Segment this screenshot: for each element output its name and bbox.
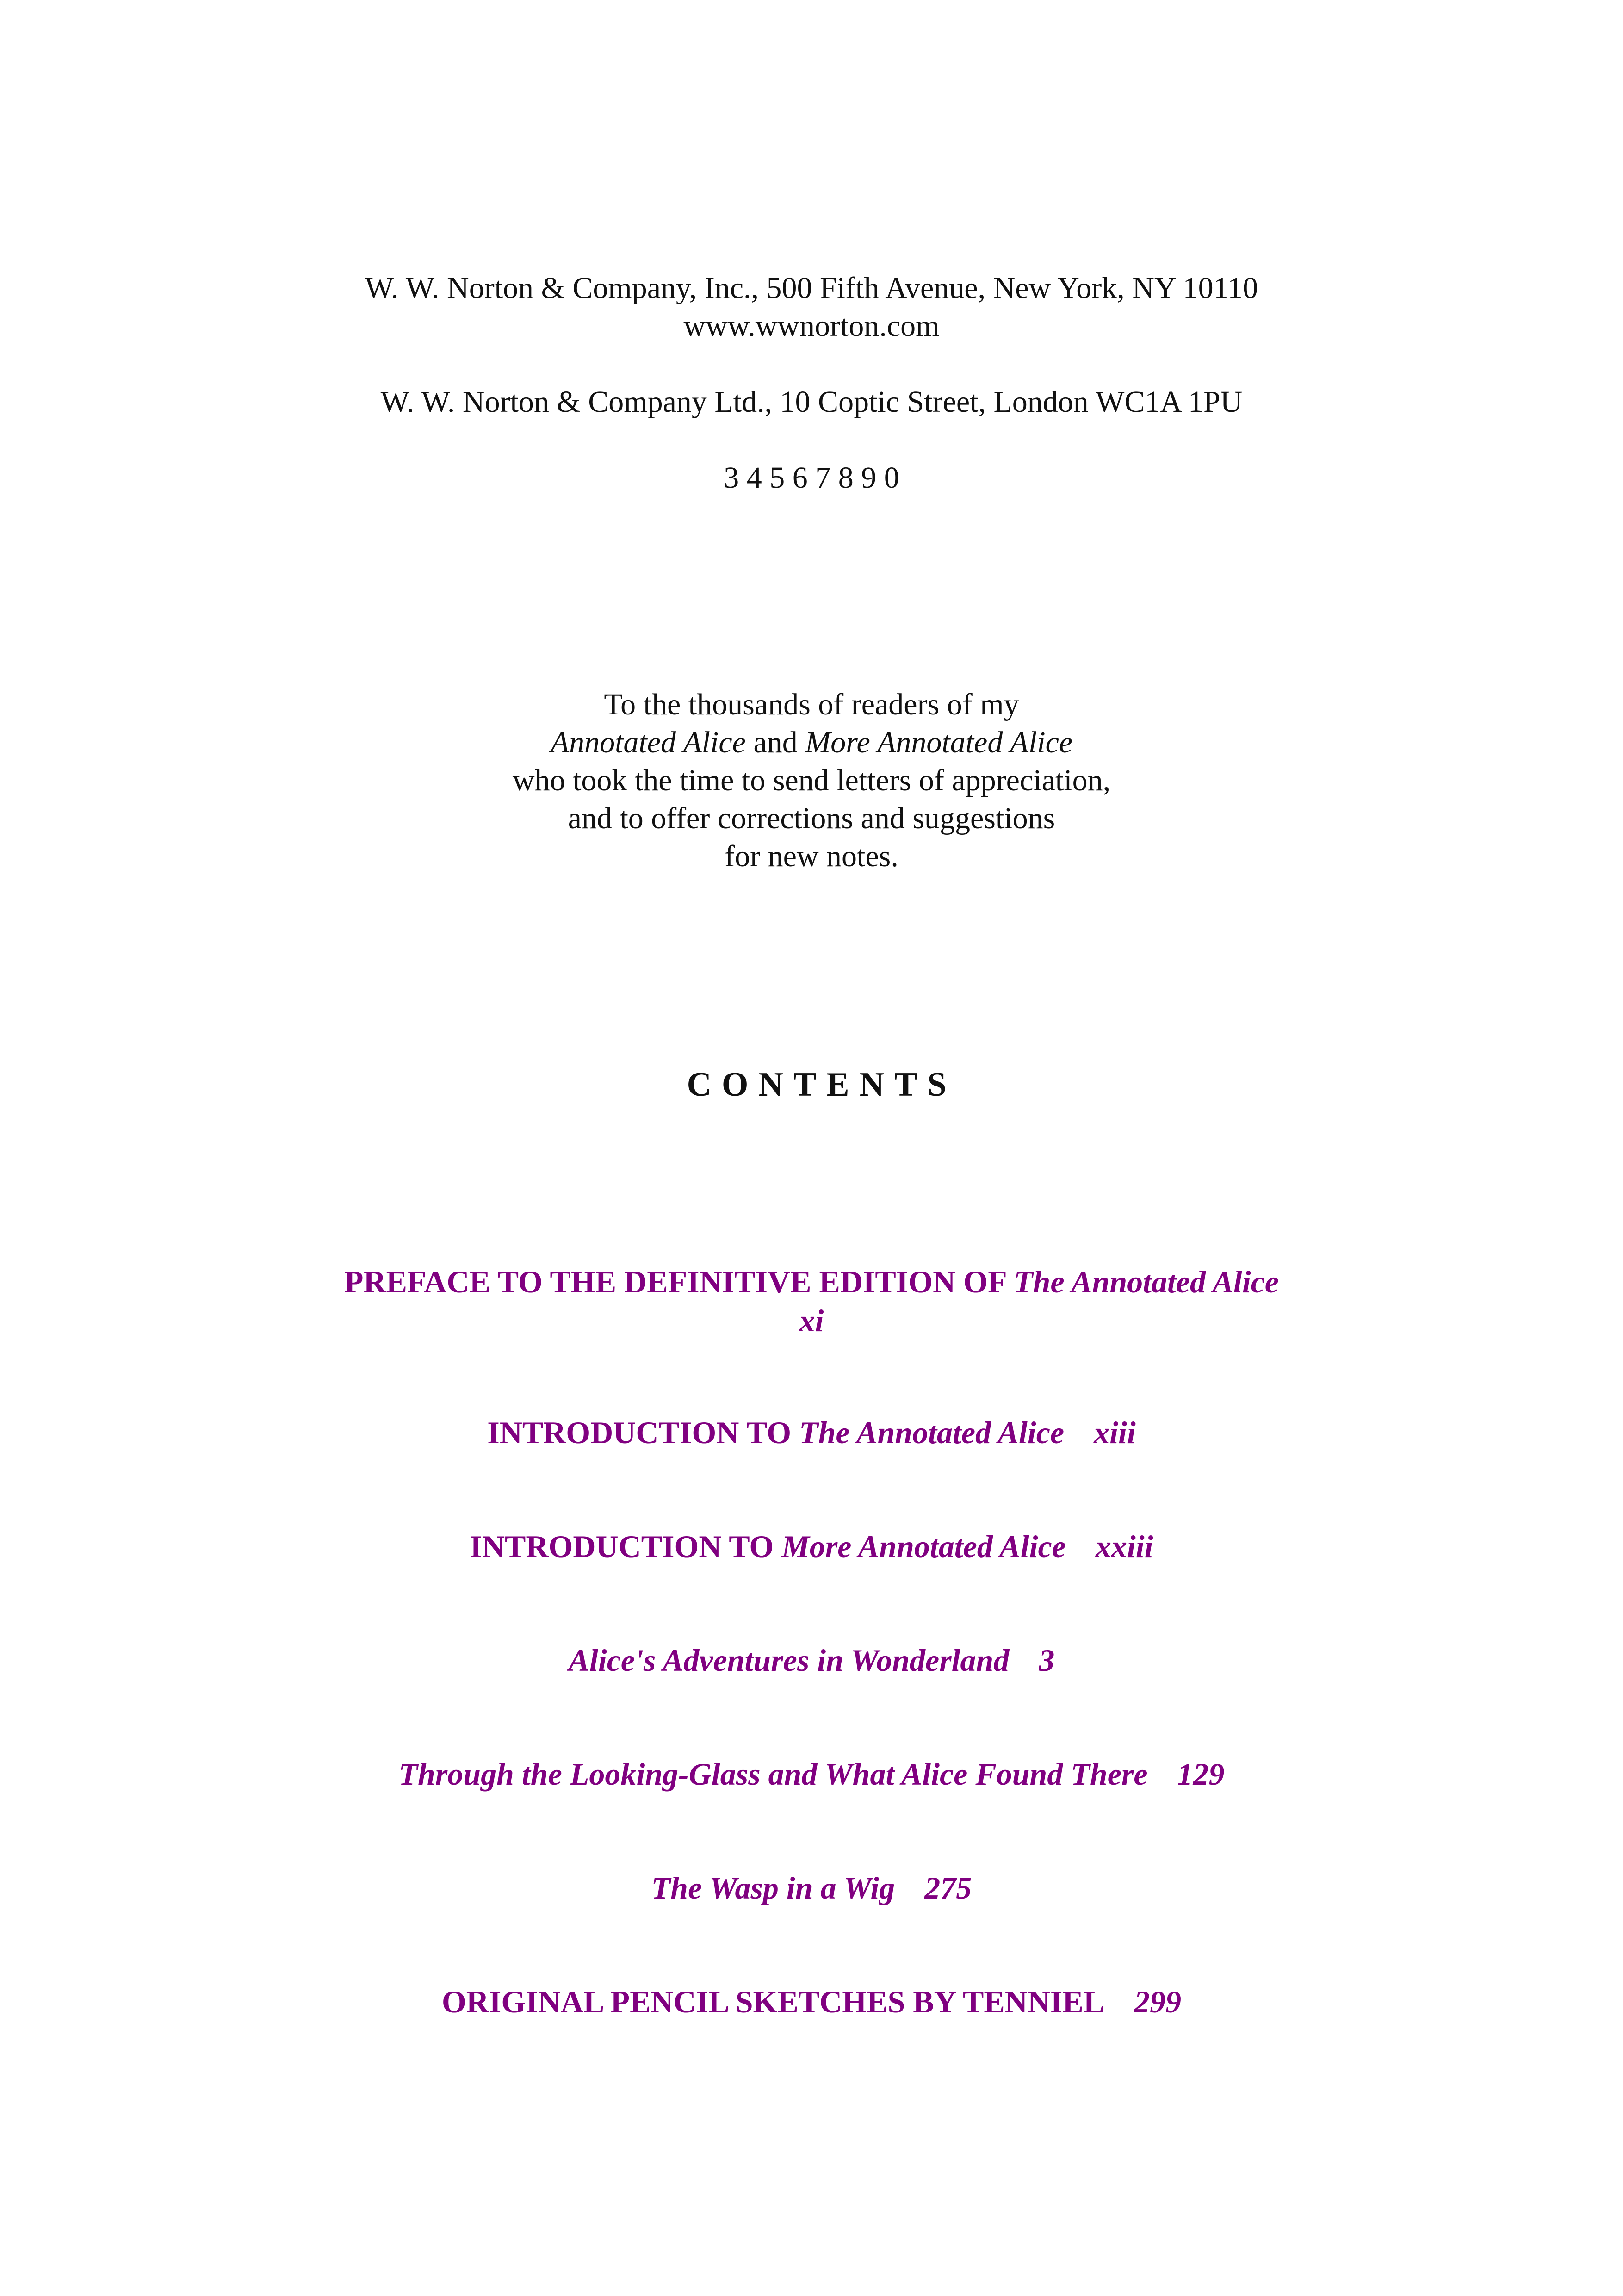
dedication-line-2: [0, 724, 1623, 762]
toc-entry-wonderland[interactable]: [0, 1641, 1623, 1680]
toc-title: Through the Looking-Glass and What Alice Found There: [398, 1756, 1148, 1792]
publisher-website: www.wwnorton.com: [683, 309, 940, 343]
toc-page-number: xi: [799, 1303, 824, 1338]
toc-link-preface[interactable]: [0, 1262, 1623, 1340]
toc-title: Alice's Adventures in Wonderland: [568, 1643, 1010, 1678]
toc-prefix: ORIGINAL PENCIL SKETCHES BY TENNIEL: [441, 1984, 1105, 2019]
dedication-and: and: [745, 726, 805, 759]
contents-heading: CONTENTS: [687, 1066, 957, 1104]
toc-title: More Annotated Alice: [781, 1529, 1066, 1564]
toc-link-intro-annotated[interactable]: [487, 1415, 1136, 1450]
dedication-line-4: and to offer corrections and suggestions: [568, 801, 1055, 835]
toc-link-wasp-in-a-wig[interactable]: [651, 1870, 972, 1905]
toc-prefix: INTRODUCTION TO: [470, 1529, 782, 1564]
dedication-line-5: for new notes.: [725, 839, 898, 873]
toc-page-number: xxiii: [1095, 1529, 1153, 1564]
dedication-title-1: Annotated Alice: [550, 726, 746, 759]
publisher-us-address: W. W. Norton & Company, Inc., 500 Fifth Avenue, New York, NY 10110: [365, 271, 1258, 305]
toc-entry-pencil-sketches[interactable]: [0, 1982, 1623, 2021]
dedication-title-2: More Annotated Alice: [805, 726, 1073, 759]
printing-line: 3 4 5 6 7 8 9 0: [724, 461, 899, 495]
toc-page-number: xiii: [1094, 1415, 1136, 1450]
toc-entry-intro-more-annotated[interactable]: [0, 1527, 1623, 1566]
toc-link-wonderland[interactable]: [569, 1643, 1055, 1678]
toc-title: The Annotated Alice: [799, 1415, 1065, 1450]
toc-link-pencil-sketches[interactable]: [442, 1984, 1181, 2019]
toc-link-intro-more-annotated[interactable]: [470, 1529, 1153, 1564]
toc-entry-looking-glass[interactable]: [0, 1755, 1623, 1793]
toc-entry-wasp-in-a-wig[interactable]: [0, 1868, 1623, 1907]
toc-link-looking-glass[interactable]: [398, 1756, 1224, 1792]
dedication-line-1: To the thousands of readers of my: [604, 688, 1019, 721]
toc-page-number: 299: [1134, 1984, 1182, 2019]
toc-prefix: PREFACE TO THE DEFINITIVE EDITION OF: [344, 1264, 1014, 1299]
toc-title: The Wasp in a Wig: [651, 1870, 895, 1905]
publisher-uk-address: W. W. Norton & Company Ltd., 10 Coptic Street, London WC1A 1PU: [380, 385, 1243, 419]
toc-page-number: 129: [1177, 1756, 1225, 1792]
toc-page-number: 3: [1039, 1643, 1055, 1678]
toc-prefix: INTRODUCTION TO: [487, 1415, 799, 1450]
toc-page-number: 275: [924, 1870, 972, 1905]
dedication: [0, 686, 1623, 875]
toc-entry-preface[interactable]: [0, 1262, 1623, 1340]
dedication-line-3: who took the time to send letters of appreciation,: [512, 763, 1111, 797]
toc-title: The Annotated Alice: [1014, 1264, 1279, 1299]
toc-entry-intro-annotated[interactable]: [0, 1413, 1623, 1452]
